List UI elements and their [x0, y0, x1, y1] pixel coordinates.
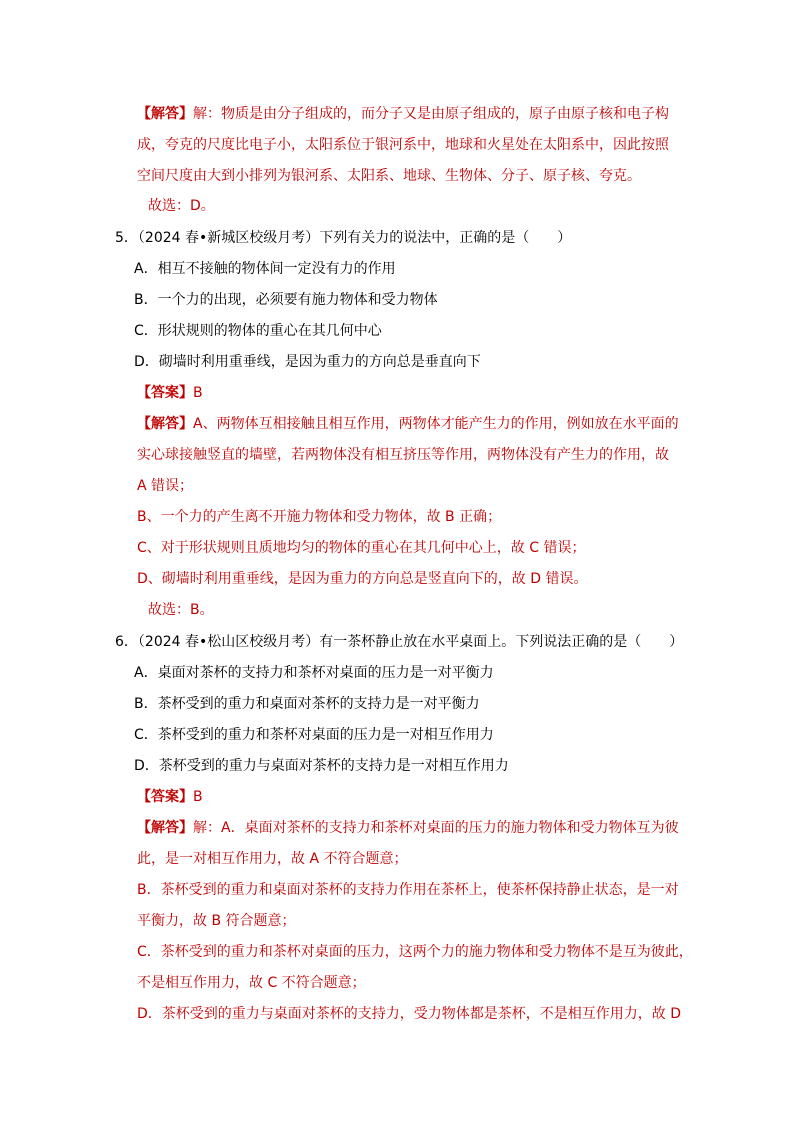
answer-value: B	[193, 789, 203, 805]
answer-explanation-line: 空间尺度由大到小排列为银河系、太阳系、地球、生物体、分子、原子核、夸克。	[137, 168, 641, 184]
answer-conclusion: 故选：B。	[148, 602, 214, 618]
answer-explanation-line: 【解答】解：A．桌面对茶杯的支持力和茶杯对桌面的压力的施力物体和受力物体互为彼	[137, 820, 679, 836]
question-stem: 6．（2024 春•松山区校级月考）有一茶杯静止放在水平桌面上。下列说法正确的是（ ）	[115, 634, 684, 650]
jieda-label: 【解答】	[137, 106, 193, 122]
answer-explanation-line: 成，夸克的尺度比电子小，太阳系位于银河系中，地球和火星处在太阳系中，因此按照	[137, 137, 669, 153]
answer-line	[137, 787, 203, 807]
answer-explanation-line: D、砌墙时利用重垂线，是因为重力的方向总是竖直向下的，故 D 错误。	[137, 571, 588, 587]
answer-value: B	[193, 385, 203, 401]
question-option: D．砌墙时利用重垂线，是因为重力的方向总是垂直向下	[134, 354, 481, 370]
daan-label: 【答案】	[137, 385, 193, 401]
question-option: A．桌面对茶杯的支持力和茶杯对桌面的压力是一对平衡力	[134, 665, 494, 681]
answer-explanation-line: 平衡力，故 B 符合题意；	[137, 913, 296, 929]
daan-label: 【答案】	[137, 789, 193, 805]
answer-explanation-line: A 错误；	[137, 478, 194, 494]
answer-explanation-line: 实心球接触竖直的墙壁，若两物体没有相互挤压等作用，两物体没有产生力的作用，故	[137, 447, 669, 463]
question-option: C．形状规则的物体的重心在其几何中心	[134, 323, 382, 339]
jieda-label: 【解答】	[137, 820, 193, 836]
answer-explanation-line: D．茶杯受到的重力与桌面对茶杯的支持力，受力物体都是茶杯，不是相互作用力，故 D	[137, 1006, 682, 1022]
question-option: B．茶杯受到的重力和桌面对茶杯的支持力是一对平衡力	[134, 696, 480, 712]
answer-explanation-line: 【解答】A、两物体互相接触且相互作用，两物体才能产生力的作用，例如放在水平面的	[137, 416, 679, 432]
answer-explanation-line: B、一个力的产生离不开施力物体和受力物体，故 B 正确；	[137, 509, 502, 525]
jieda-label: 【解答】	[137, 416, 193, 432]
question-option: C．茶杯受到的重力和茶杯对桌面的压力是一对相互作用力	[134, 727, 494, 743]
answer-explanation-line: C．茶杯受到的重力和茶杯对桌面的压力，这两个力的施力物体和受力物体不是互为彼此，	[137, 944, 693, 960]
question-option: B．一个力的出现，必须要有施力物体和受力物体	[134, 292, 438, 308]
answer-line	[137, 383, 203, 403]
answer-conclusion: 故选：D。	[148, 198, 215, 214]
question-option: D．茶杯受到的重力与桌面对茶杯的支持力是一对相互作用力	[134, 758, 509, 774]
answer-explanation-line: C、对于形状规则且质地均匀的物体的重心在其几何中心上，故 C 错误；	[137, 540, 586, 556]
answer-explanation-line: 此，是一对相互作用力，故 A 不符合题意；	[137, 851, 408, 867]
question-option: A．相互不接触的物体间一定没有力的作用	[134, 261, 396, 277]
answer-explanation-line: B．茶杯受到的重力和桌面对茶杯的支持力作用在茶杯上，使茶杯保持静止状态，是一对	[137, 882, 679, 898]
question-stem: 5．（2024 春•新城区校级月考）下列有关力的说法中，正确的是（ ）	[115, 230, 572, 246]
answer-explanation-line: 不是相互作用力，故 C 不符合题意；	[137, 975, 366, 991]
answer-explanation-line: 【解答】解：物质是由分子组成的，而分子又是由原子组成的，原子由原子核和电子构	[137, 106, 669, 122]
